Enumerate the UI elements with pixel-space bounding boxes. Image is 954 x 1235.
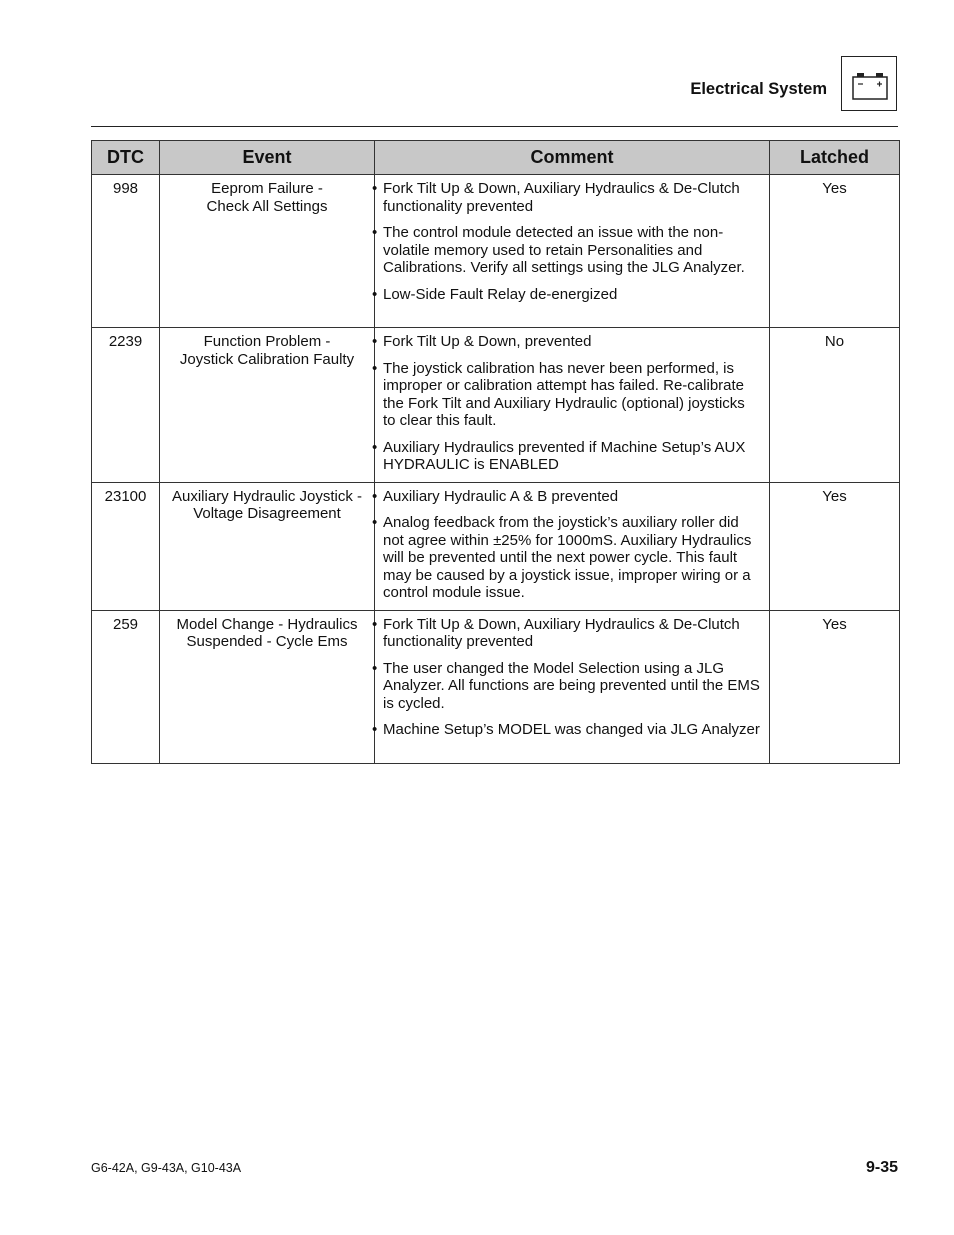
dtc-code: 259 xyxy=(92,610,160,763)
comment-text: Auxiliary Hydraulics prevented if Machine Setup’s AUX HYDRAULIC is ENABLED xyxy=(383,438,746,473)
comment-bullet xyxy=(372,333,761,351)
event-cell xyxy=(160,610,378,763)
column-header-latched: Latched xyxy=(770,141,900,175)
comment-text: Fork Tilt Up & Down, Auxiliary Hydraulics & De-Clutch functionality prevented xyxy=(383,615,740,650)
latched-value: Yes xyxy=(770,610,900,763)
comment-bullet xyxy=(372,721,761,739)
dtc-code: 998 xyxy=(92,175,160,328)
bullet-marker: • xyxy=(372,487,378,505)
bullet-marker: • xyxy=(372,180,378,197)
comment-text: Low-Side Fault Relay de-energized xyxy=(383,285,618,303)
comment-text: The user changed the Model Selection using a JLG Analyzer. All functions are being prevented until the EMS is cycled. xyxy=(383,659,760,712)
event-line: Eeprom Failure - xyxy=(211,180,323,197)
comment-bullet xyxy=(372,659,761,713)
page-number: 9-35 xyxy=(865,1159,898,1176)
comment-text: Machine Setup’s MODEL was changed via JLG Analyzer xyxy=(383,721,760,738)
table-header-row xyxy=(92,141,900,175)
event-line: Function Problem - xyxy=(203,333,331,350)
dtc-table xyxy=(91,140,900,764)
comment-cell xyxy=(372,482,770,610)
bullet-marker: • xyxy=(372,721,378,738)
battery-icon xyxy=(841,56,897,111)
event-line: Auxiliary Hydraulic Joystick - xyxy=(171,487,363,505)
event-line: Suspended - Cycle Ems xyxy=(186,633,348,650)
bullet-marker: • xyxy=(372,359,378,377)
column-header-event: Event xyxy=(160,141,375,175)
column-header-dtc: DTC xyxy=(92,141,160,175)
table-row xyxy=(92,610,900,763)
event-line: Check All Settings xyxy=(206,197,328,215)
dtc-code: 2239 xyxy=(92,328,160,483)
comment-text: Analog feedback from the joystick’s auxiliary roller did not agree within ±25% for 1000mS. Auxiliary Hydraulics will be prevented until the next power cycle. This fault may be caused by a joystick issue, improper wiring or a control module issue. xyxy=(383,514,752,601)
comment-cell xyxy=(372,175,770,328)
comment-bullet xyxy=(372,487,761,506)
bullet-marker: • xyxy=(372,333,378,350)
event-cell xyxy=(160,328,378,483)
comment-bullet xyxy=(372,224,761,277)
column-header-comment: Comment xyxy=(375,141,770,175)
section-title: Electrical System xyxy=(690,80,827,98)
latched-value: Yes xyxy=(770,175,900,328)
latched-value: No xyxy=(770,328,900,483)
footer-models: G6-42A, G9-43A, G10-43A xyxy=(91,1161,242,1175)
comment-bullet xyxy=(372,438,761,474)
bullet-marker: • xyxy=(372,659,378,677)
bullet-marker: • xyxy=(372,615,378,633)
comment-text: The control module detected an issue with the non-volatile memory used to retain Personalities and Calibrations. Verify all settings using the JLG Analyzer. xyxy=(383,224,745,276)
comment-text: Auxiliary Hydraulic A & B prevented xyxy=(383,487,619,505)
comment-bullet xyxy=(372,180,761,215)
event-cell xyxy=(160,482,378,610)
event-line: Model Change - Hydraulics xyxy=(176,615,358,633)
comment-bullet xyxy=(372,285,761,304)
bullet-marker: • xyxy=(372,514,378,531)
table-row xyxy=(92,175,900,328)
comment-cell xyxy=(372,610,770,763)
bullet-marker: • xyxy=(372,224,378,241)
event-line: Joystick Calibration Faulty xyxy=(179,350,355,368)
comment-text: Fork Tilt Up & Down, prevented xyxy=(383,333,592,350)
latched-value: Yes xyxy=(770,482,900,610)
event-cell xyxy=(160,175,378,328)
comment-bullet xyxy=(372,514,761,602)
table-row xyxy=(92,328,900,483)
comment-text: Fork Tilt Up & Down, Auxiliary Hydraulics & De-Clutch functionality prevented xyxy=(383,180,740,215)
event-line: Voltage Disagreement xyxy=(193,505,341,522)
comment-cell xyxy=(372,328,770,483)
bullet-marker: • xyxy=(372,285,378,303)
comment-bullet xyxy=(372,359,761,430)
bullet-marker: • xyxy=(372,438,378,456)
header-rule xyxy=(91,126,898,127)
comment-bullet xyxy=(372,615,761,651)
comment-text: The joystick calibration has never been performed, is improper or calibration attempt has failed. Re-calibrate the Fork Tilt and Auxiliary Hydraulic (optional) joysticks to clear this fault. xyxy=(383,359,745,429)
table-row xyxy=(92,482,900,610)
dtc-code: 23100 xyxy=(92,482,160,610)
